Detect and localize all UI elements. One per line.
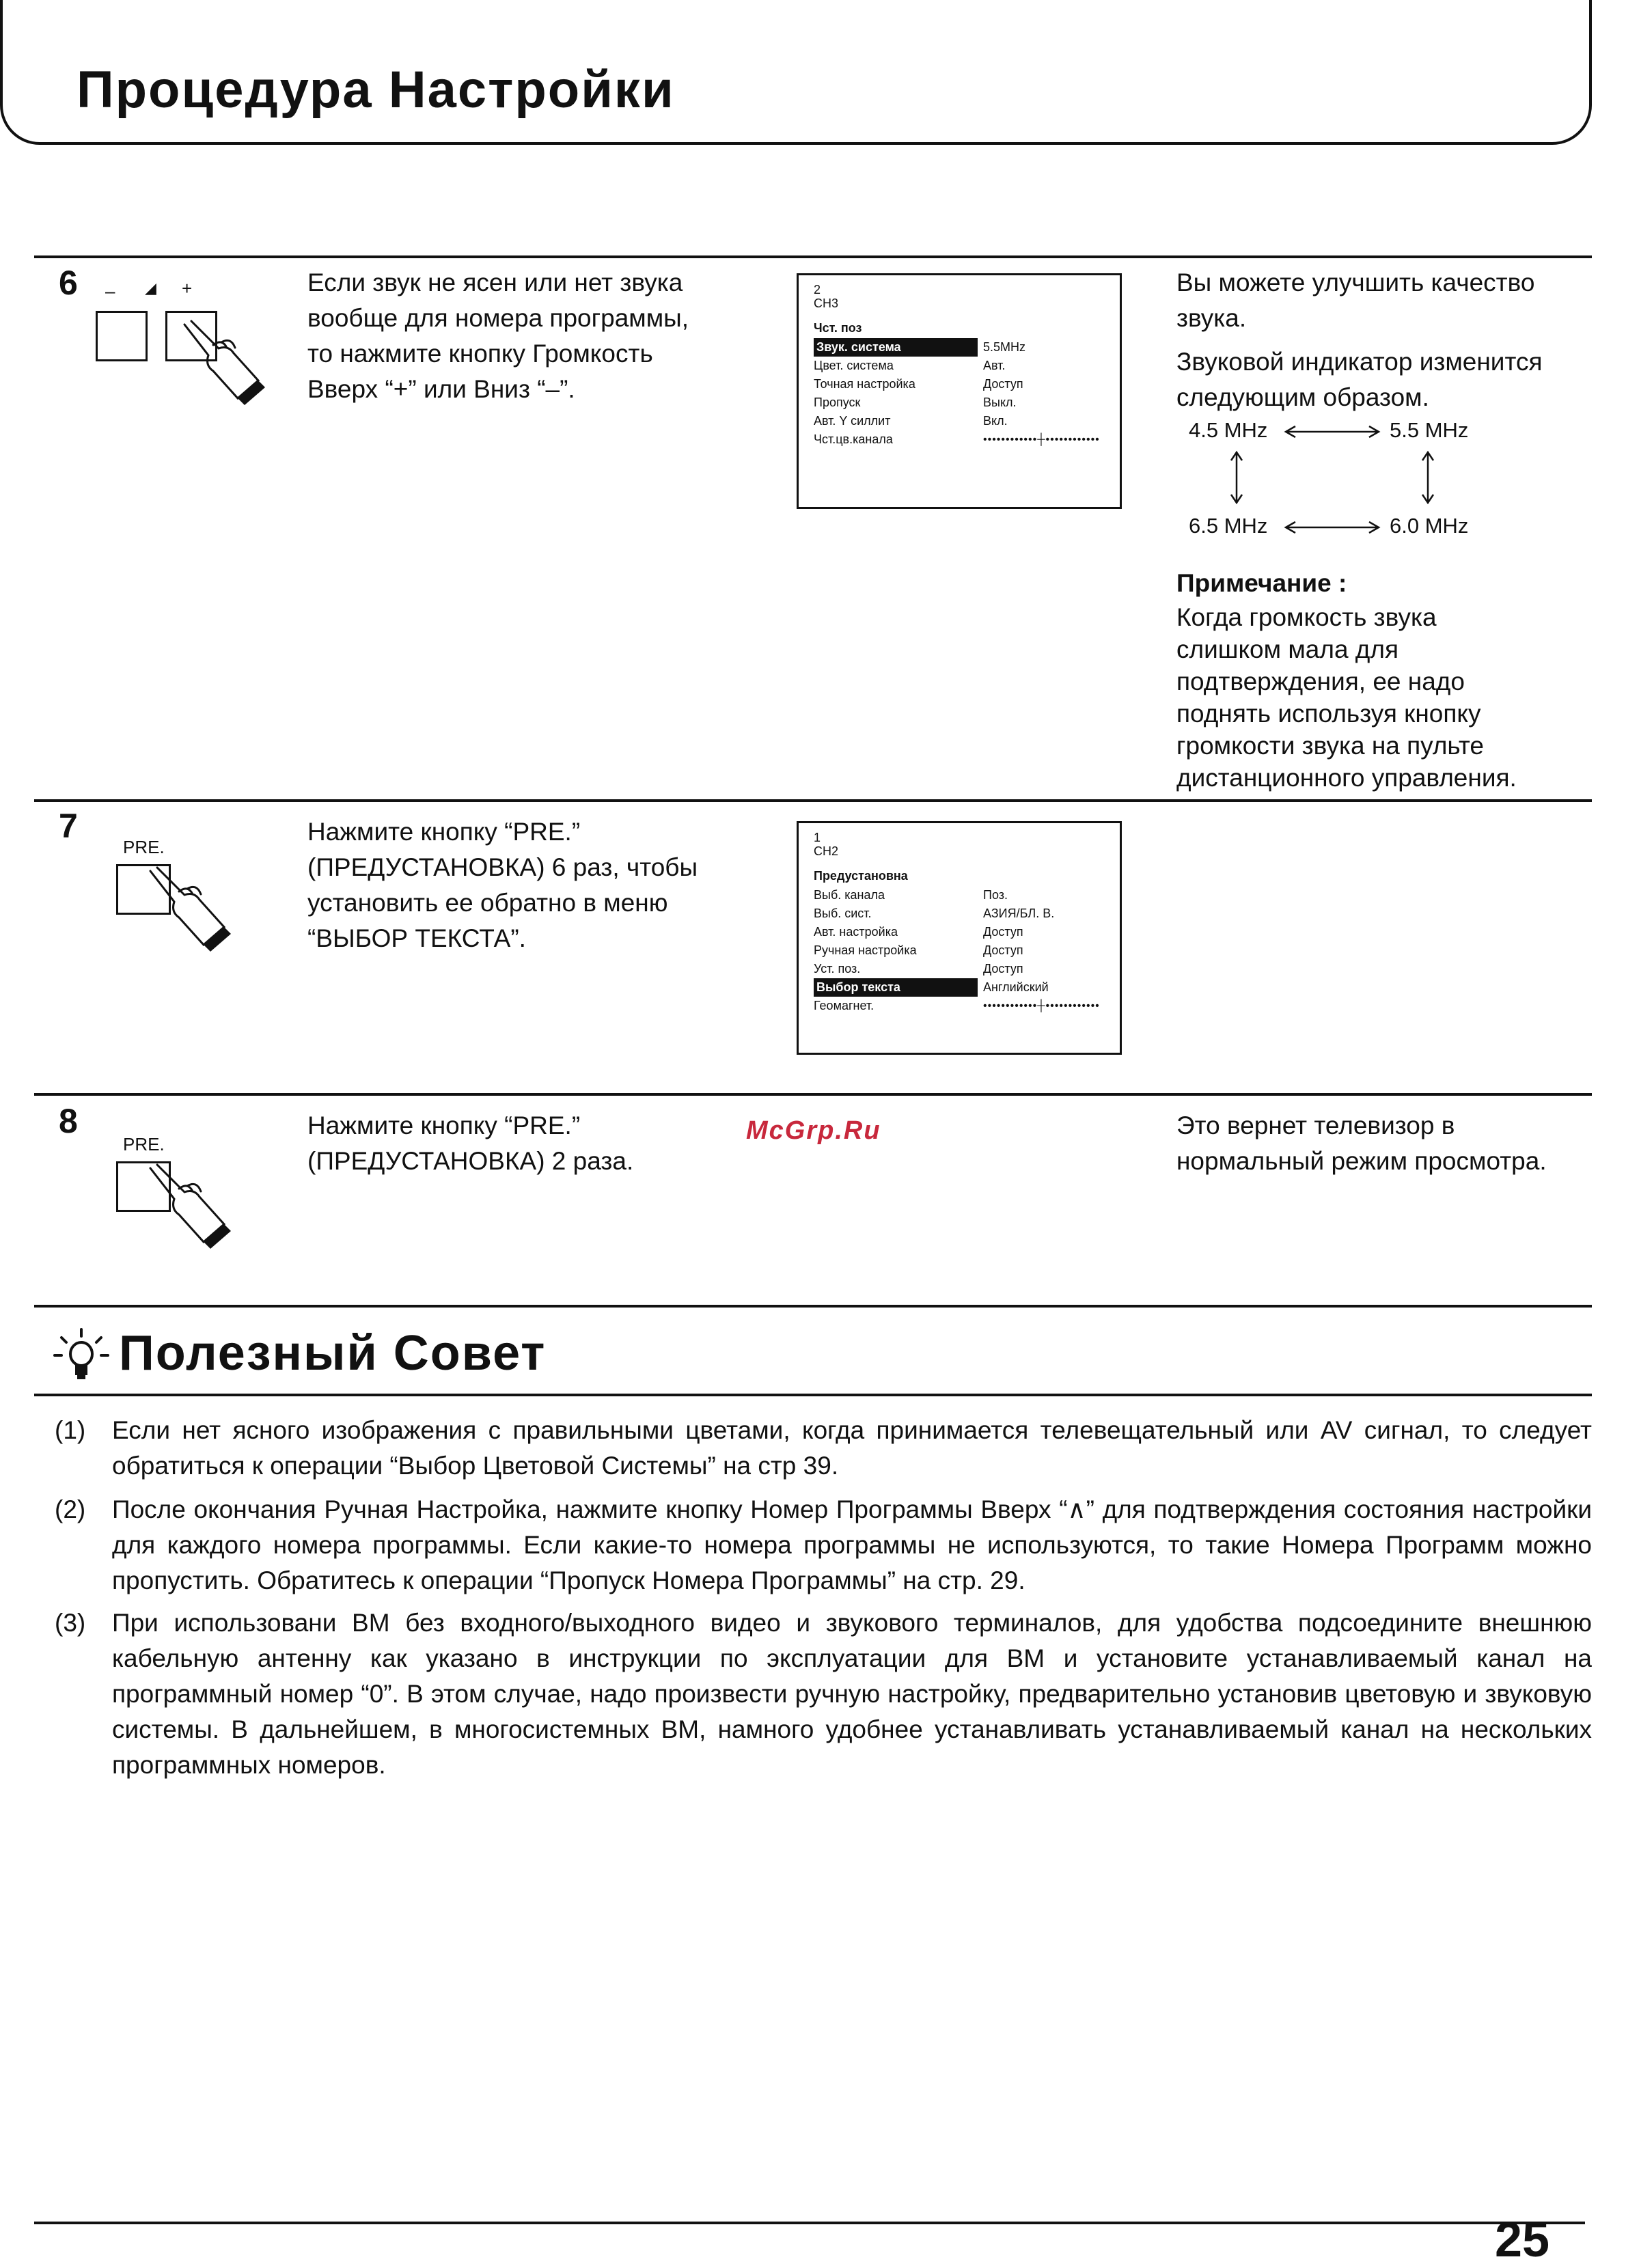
step-8-notes: Это вернет телевизор в нормальный режим просмотра. bbox=[1176, 1111, 1547, 1175]
menu-header: Предустановна bbox=[814, 869, 908, 883]
menu-row-system-select: Выб. сист. АЗИЯ/БЛ. В. bbox=[814, 907, 1055, 920]
watermark: McGrp.Ru bbox=[746, 1116, 881, 1145]
divider-tips-top bbox=[34, 1305, 1592, 1308]
page-number: 25 bbox=[1495, 2213, 1550, 2267]
volume-down-button bbox=[96, 311, 148, 361]
triangle-icon: ◢ bbox=[145, 279, 156, 296]
tip-item-2: (2) После окончания Ручная Настройка, нажмите кнопку Номер Программы Вверх “∧” для подтверждения состояния настройки для каждого номера программы. Если какие-то номера программы не используются, то такие Номера Программ можно пропустить. Обратитесь к операции “Пропуск Номера Программы” на стр. 29. bbox=[55, 1495, 1592, 1594]
menu-row-auto-y: Авт. Y силлит Вкл. bbox=[814, 414, 1008, 428]
divider-step-7 bbox=[34, 799, 1592, 802]
divider-step-6 bbox=[34, 255, 1592, 258]
menu-row-sound-system: Звук. система 5.5MHz bbox=[814, 338, 1106, 357]
menu-row-channel-freq: Чст.цв.канала ••••••••••••┼•••••••••••• bbox=[814, 432, 1100, 446]
cycle-arrows-icon bbox=[1189, 418, 1489, 548]
pre-button-illustration bbox=[109, 837, 260, 953]
pressing-hand-icon bbox=[137, 864, 232, 953]
step-number: 6 bbox=[59, 264, 78, 302]
menu-row-text-select: Выбор текста Английский bbox=[814, 978, 1106, 997]
minus-label: – bbox=[105, 281, 115, 301]
menu-row-geomagnetic: Геомагнет. ••••••••••••┼•••••••••••• bbox=[814, 999, 1100, 1012]
lightbulb-icon bbox=[53, 1327, 109, 1383]
tip-item-3: (3) При использовани ВМ без входного/выходного видео и звукового терминалов, для удобства подсоедините внешнюю кабельную антенну как указано в инструкции по эксплуатации для ВМ и установите устанавливаемый канал на программный номер “0”. В этом случае, надо произвести ручную настройку, предварительно установив цветовую и звуковую системы. В дальнейшем, в многосистемных ВМ, намного удобнее устанавливать устанавливаемый канал на нескольких программных номеров. bbox=[55, 1609, 1592, 1779]
freq-4-5: 4.5 MHz bbox=[1189, 418, 1268, 442]
step-number: 8 bbox=[59, 1102, 78, 1140]
divider-tips-bottom bbox=[34, 1394, 1592, 1396]
sound-frequency-cycle bbox=[1189, 418, 1489, 548]
pressing-hand-icon bbox=[171, 318, 266, 406]
step-7-instruction: Нажмите кнопку “PRE.” (ПРЕДУСТАНОВКА) 6 раз, чтобы установить ее обратно в меню “ВЫБОР ТЕКСТА”. bbox=[307, 818, 698, 952]
divider-step-8 bbox=[34, 1093, 1592, 1096]
page-title: Процедура Настройки bbox=[77, 61, 675, 119]
step-6-remark: Примечание : Когда громкость звука слишком мала для подтверждения, ее надо поднять используя кнопку громкости звука на пульте дистанционного управления. bbox=[1176, 566, 1586, 794]
menu-position-number: 1 bbox=[814, 831, 821, 844]
pressing-hand-icon bbox=[137, 1161, 232, 1250]
menu-channel: CH3 bbox=[814, 296, 839, 310]
pre-button-illustration bbox=[109, 1134, 260, 1250]
menu-row-channel-select: Выб. канала Поз. bbox=[814, 888, 1008, 902]
menu-row-color-system: Цвет. система Авт. bbox=[814, 359, 1006, 372]
menu-row-manual-tuning: Ручная настройка Доступ bbox=[814, 943, 1023, 957]
menu-row-fine-tuning: Точная настройка Доступ bbox=[814, 377, 1023, 391]
menu-header: Чст. поз bbox=[814, 321, 862, 335]
step-6-notes: Вы можете улучшить качество звука. Звуковой индикатор изменится следующим образом. bbox=[1176, 268, 1543, 411]
divider-footer bbox=[34, 2222, 1585, 2224]
note-label: Примечание : bbox=[1176, 569, 1347, 597]
freq-6-0: 6.0 MHz bbox=[1390, 514, 1469, 538]
freq-6-5: 6.5 MHz bbox=[1189, 514, 1268, 538]
tip-item-1: (1) Если нет ясного изображения с правильными цветами, когда принимается телевещательный или AV сигнал, то следует обратиться к операции “Выбор Цветовой Системы” на стр 39. bbox=[55, 1416, 1592, 1480]
step-6-instruction: Если звук не ясен или нет звука вообще для номера программы, то нажмите кнопку Громкость Вверх “+” или Вниз “–”. bbox=[307, 268, 689, 403]
pre-label: PRE. bbox=[123, 837, 165, 857]
menu-channel: CH2 bbox=[814, 844, 839, 858]
pre-label: PRE. bbox=[123, 1134, 165, 1154]
menu-row-skip: Пропуск Выкл. bbox=[814, 396, 1017, 409]
tips-title: Полезный Совет bbox=[119, 1326, 547, 1381]
preset-menu bbox=[797, 821, 1122, 1055]
plus-label: + bbox=[182, 278, 193, 299]
sound-system-menu bbox=[797, 273, 1122, 509]
freq-5-5: 5.5 MHz bbox=[1390, 418, 1469, 442]
menu-row-auto-tuning: Авт. настройка Доступ bbox=[814, 925, 1023, 939]
menu-row-set-position: Уст. поз. Доступ bbox=[814, 962, 1023, 976]
volume-buttons-illustration bbox=[89, 277, 280, 406]
menu-position-number: 2 bbox=[814, 283, 821, 296]
step-number: 7 bbox=[59, 807, 78, 845]
step-8-instruction: Нажмите кнопку “PRE.” (ПРЕДУСТАНОВКА) 2 раза. bbox=[307, 1111, 634, 1175]
